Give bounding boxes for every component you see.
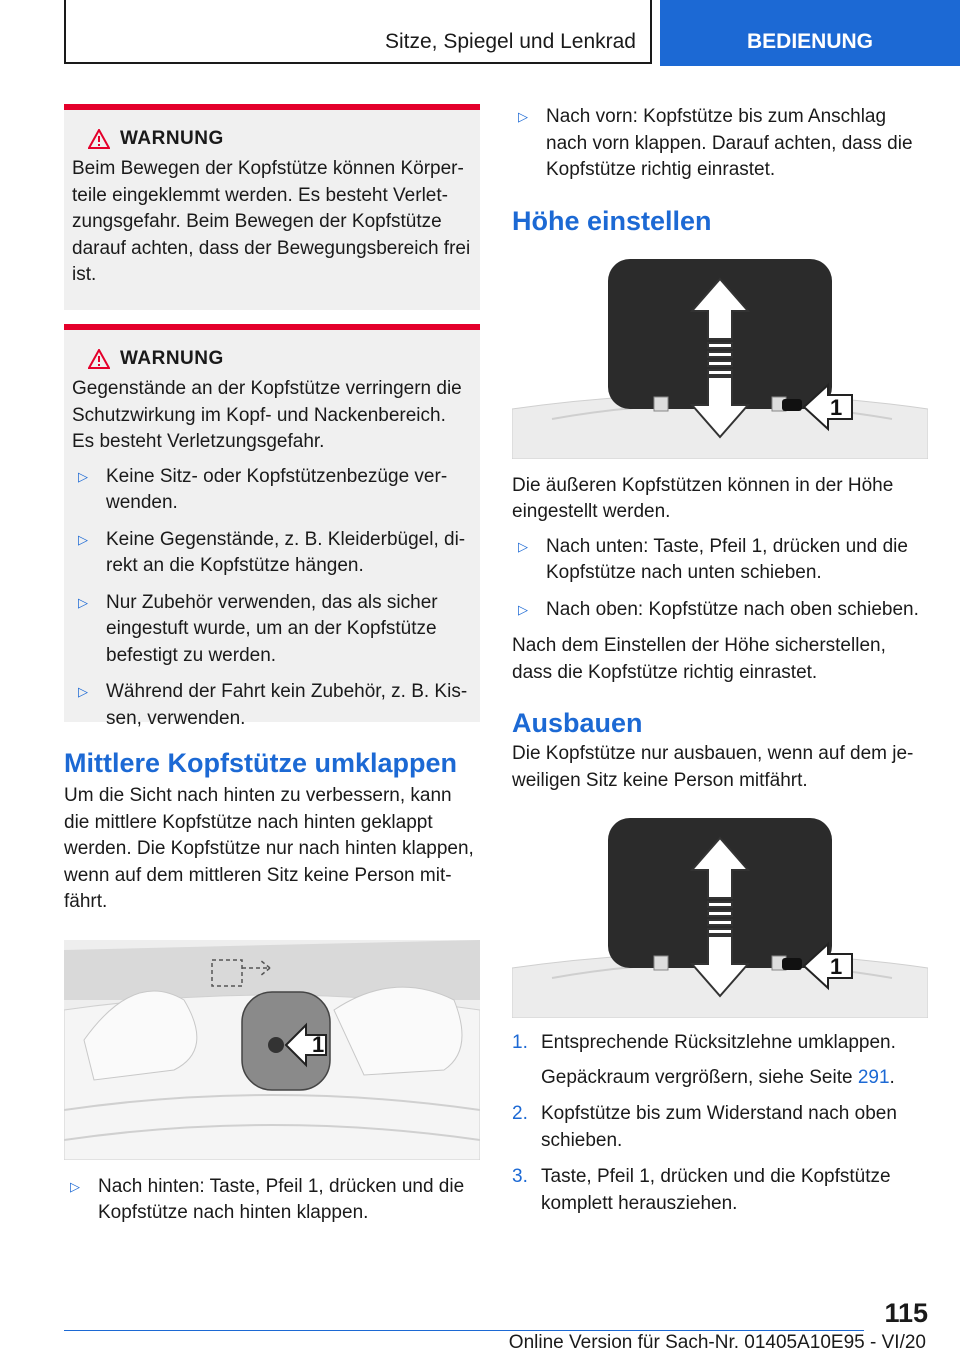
warning-title: WARNUNG [120, 128, 224, 149]
body-text: Die äußeren Kopfstützen können in der Höhe eingestellt werden. [512, 474, 894, 522]
page-header [64, 0, 960, 66]
headrest-height-illustration [512, 259, 928, 459]
triangle-bullet-icon: ▷ [78, 594, 88, 610]
page-number: 115 [884, 1298, 928, 1328]
section-heading: Höhe einstellen [512, 205, 712, 236]
triangle-bullet-icon: ▷ [78, 531, 88, 547]
warning-box-1 [64, 104, 480, 310]
section-title: Sitze, Spiegel und Lenkrad [384, 30, 636, 53]
body-text: Nach dem Einstellen der Höhe sicherstellen, dass die Kopfstütze richtig einrastet. [512, 635, 886, 683]
step-item: 3. Taste, Pfeil 1, drücken und die Kopfstütze komplett herausziehen. [512, 1166, 891, 1214]
list-item: ▷ Nach vorn: Kopfstütze bis zum Anschlag nach vorn klappen. Darauf achten, dass die Kopfstütze richtig einrastet. [518, 106, 913, 180]
triangle-bullet-icon: ▷ [70, 1178, 80, 1194]
figure-label-1: 1 [830, 394, 843, 420]
step-number: 2. [512, 1103, 528, 1124]
step-note: Gepäckraum vergrößern, siehe Seite 291. [541, 1066, 895, 1088]
warning-text: Gegenstände an der Kopfstütze verringern die Schutzwirkung im Kopf- und Nackenbereich. Es besteht Verletzungsgefahr. [72, 378, 462, 452]
step-number: 3. [512, 1166, 528, 1187]
figure-label-1: 1 [312, 1031, 325, 1057]
step-item: 1. Entsprechende Rücksitzlehne umklappen. Gepäckraum vergrößern, siehe Seite 291. [512, 1030, 928, 1091]
warning-text: Beim Bewegen der Kopfstütze können Körperteile eingeklemmt werden. Es besteht Verletzungsgefahr. Beim Bewegen der Kopfstütze darauf achten, dass der Bewegungsbereich frei ist. [72, 158, 471, 285]
warning-header [88, 348, 472, 370]
section-heading: Ausbauen [512, 708, 643, 738]
list-item: ▷ Nach oben: Kopfstütze nach oben schieben. [512, 597, 928, 624]
instruction-list [512, 534, 928, 624]
headrest-fold-illustration [64, 940, 480, 1160]
chapter-tab [660, 0, 960, 66]
triangle-bullet-icon: ▷ [518, 538, 528, 554]
triangle-bullet-icon: ▷ [78, 468, 88, 484]
headrest-removal-illustration [512, 818, 928, 1018]
list-item: ▷ Nach unten: Taste, Pfeil 1, drücken und die Kopfstütze nach unten schieben. [518, 535, 908, 583]
triangle-bullet-icon: ▷ [518, 109, 528, 124]
body-text: Um die Sicht nach hinten zu verbessern, kann die mittlere Kopfstütze nach hinten geklappt werden. Die Kopfstütze nur nach hinten klappen, wenn auf dem mittleren Sitz keine Person mitfährt. [64, 785, 474, 912]
warning-title: WARNUNG [120, 348, 224, 369]
warning-header [88, 128, 472, 150]
instruction-list [512, 104, 928, 184]
list-item: ▷ Nach hinten: Taste, Pfeil 1, drücken und die Kopfstütze nach hinten klappen. [70, 1175, 465, 1223]
step-number: 1. [512, 1032, 528, 1053]
right-column [512, 104, 928, 1227]
warning-box-2 [64, 324, 480, 729]
header-frame [64, 0, 652, 64]
step-item: 2. Kopfstütze bis zum Widerstand nach oben schieben. [512, 1103, 897, 1151]
left-column [64, 104, 480, 1237]
body-text: Die Kopfstütze nur ausbauen, wenn auf dem jeweiligen Sitz keine Person mitfährt. [512, 743, 914, 791]
warning-triangle-icon [88, 349, 110, 369]
warning-triangle-icon [88, 129, 110, 149]
list-item: ▷ Keine Gegenstände, z. B. Kleiderbügel, direkt an die Kopfstütze hängen. [78, 528, 466, 576]
triangle-bullet-icon: ▷ [78, 684, 88, 699]
chapter-tab-label: BEDIENUNG [746, 30, 873, 53]
list-item: ▷ Während der Fahrt kein Zubehör, z. B. Kissen, verwenden. [78, 681, 468, 729]
footer-version: Online Version für Sach-Nr. 01405A10E95 - VI/20 [508, 1332, 926, 1353]
footer-divider [64, 1330, 864, 1331]
warning-list [72, 464, 472, 733]
section-heading: Mittlere Kopfstütze umklappen [64, 748, 458, 778]
figure-label-1: 1 [830, 954, 843, 979]
numbered-steps [512, 1030, 928, 1217]
triangle-bullet-icon: ▷ [518, 601, 528, 617]
page-link[interactable]: 291 [857, 1066, 890, 1088]
list-item: ▷ Keine Sitz- oder Kopfstützenbezüge verwenden. [78, 465, 448, 513]
list-item: ▷ Nur Zubehör verwenden, das als sicher eingestuft wurde, um an der Kopfstütze befestigt zu werden. [78, 591, 438, 666]
instruction-list [64, 1174, 480, 1227]
